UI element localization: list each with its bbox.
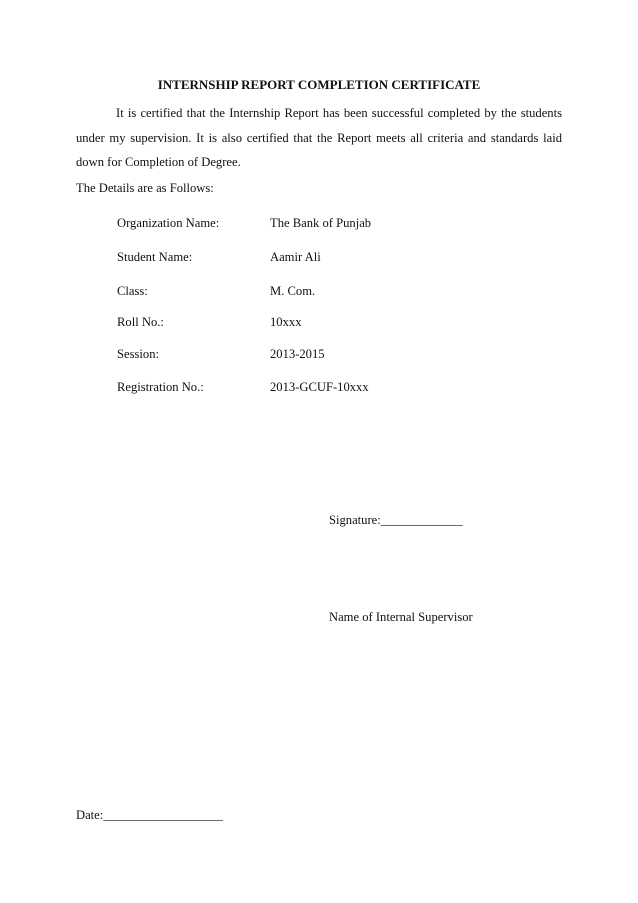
detail-label: Session: [117,347,159,361]
detail-value: 2013-GCUF-10xxx [270,380,369,394]
detail-value: 2013-2015 [270,347,325,361]
detail-label: Student Name: [117,250,193,264]
certificate-title: INTERNSHIP REPORT COMPLETION CERTIFICATE [157,77,481,92]
signature-line: Signature:_____________ [329,513,463,527]
details-heading: The Details are as Follows: [76,181,214,195]
detail-label: Roll No.: [117,315,164,329]
detail-label: Registration No.: [117,380,204,394]
detail-value: M. Com. [270,284,316,298]
detail-label: Organization Name: [117,216,220,230]
detail-value: The Bank of Punjab [270,216,372,230]
date-line: Date:___________________ [76,808,223,822]
detail-value: 10xxx [270,315,302,329]
detail-value: Aamir Ali [270,250,321,264]
supervisor-name-label: Name of Internal Supervisor [329,610,473,624]
certificate-body: It is certified that the Internship Report has been successful completed by the students under my supervision. It is also certified that the Report meets all criteria and standards laid down for Completion of Degree. [76,106,562,169]
detail-label: Class: [117,284,148,298]
